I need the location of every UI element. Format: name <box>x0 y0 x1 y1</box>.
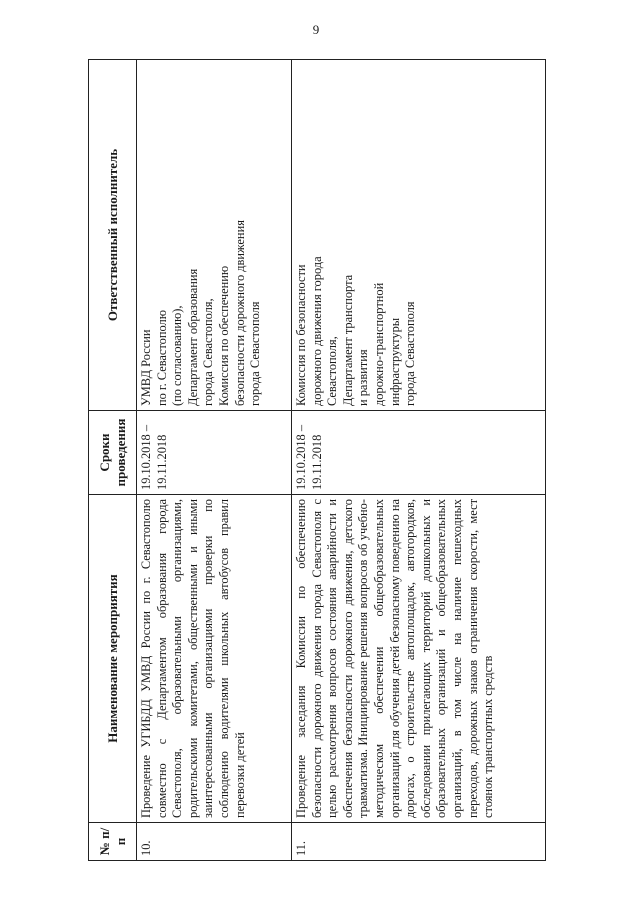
header-executor: Ответственный исполнитель <box>89 60 137 411</box>
executor-line: дорожно-транспортной <box>371 282 386 406</box>
page-number: 9 <box>312 22 320 37</box>
header-num: № п/п <box>89 823 137 861</box>
executor-line: безопасности дорожного движения <box>232 220 247 406</box>
executor-line: Департамент транспорта <box>340 274 355 406</box>
table-row <box>137 60 292 861</box>
executor-line: Комиссия по обеспечению <box>216 265 231 406</box>
executor-line: города Севастополя <box>403 301 418 406</box>
executor-line: инфраструктуры <box>387 317 402 406</box>
table-row <box>292 60 546 861</box>
executor-line: города Севастополя, <box>201 298 216 406</box>
executor-line: дорожного движения города <box>309 256 324 406</box>
event-executor <box>292 60 546 411</box>
executor-line: Департамент образования <box>185 268 200 406</box>
executor-line: города Севастополя <box>248 301 263 406</box>
executor-line: и развития <box>356 349 371 406</box>
event-executor <box>137 60 292 411</box>
header-dates: Сроки проведения <box>89 411 137 495</box>
event-dates: 19.10.2018 – 19.11.2018 <box>292 411 546 495</box>
events-table-rotated <box>88 60 545 861</box>
event-name: Проведение заседания Комиссии по обеспечению безопасности дорожного движения города Севастополя с целью рассмотрения вопросов состояния аварийности и обеспечения безопасности дорожного движения, детского травматизма. Инициирование решения вопросов об учебно-методическом обеспечении общеобразовательных организаций для обучения детей безопасному поведению на дорогах, о строительстве автоплощадок, автогородков, обследовании прилегающих территорий дошкольных и образовательных организаций и общеобразовательных организаций, в том числе на наличие пешеходных переходов, дорожных знаков ограничения скорости, мест стоянок транспортных средств <box>292 495 546 823</box>
event-dates: 19.10.2018 – 19.11.2018 <box>137 411 292 495</box>
row-number: 10. <box>137 823 292 861</box>
row-number: 11. <box>292 823 546 861</box>
header-name: Наименование мероприятия <box>89 495 137 823</box>
executor-line: Севастополя, <box>325 336 340 406</box>
table-header-row <box>89 60 137 861</box>
executor-line: (по согласованию), <box>170 305 185 406</box>
executor-line: Комиссия по безопасности <box>294 264 308 406</box>
executor-line: УМВД России <box>139 329 153 406</box>
event-name: Проведение УГИБДД УМВД России по г. Севастополю совместно с Департаментом образования города Севастополя, образовательными организациями, родительскими комитетами, общественными и иными заинтересованными организациями проверки по соблюдению водителями школьных автобусов правил перевозки детей <box>137 495 292 823</box>
executor-line: по г. Севастополю <box>154 310 169 406</box>
events-table <box>88 59 546 861</box>
